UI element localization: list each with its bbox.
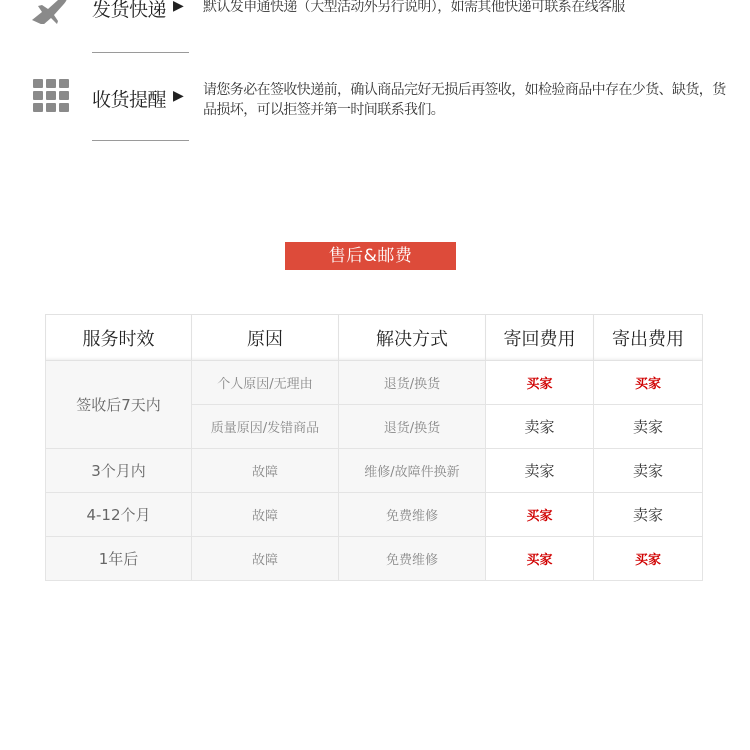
header-send-fee: 寄出费用 [594,315,703,361]
cell-reason: 故障 [192,537,339,581]
cell-return-fee: 买家 [486,493,594,537]
table-row [46,449,703,493]
cell-time: 签收后7天内 [46,361,192,449]
header-reason: 原因 [192,315,339,361]
table-header-row [46,315,703,361]
shipping-label: 发货快递 [92,0,167,21]
cell-reason: 个人原因/无理由 [192,361,339,405]
cell-return-fee: 卖家 [486,405,594,449]
table-row [46,361,703,405]
airplane-icon [30,0,70,24]
receiving-text: 请您务必在签收快递前，确认商品完好无损后再签收，如检验商品中存在少货、缺货，货品损坏，可以拒签并第一时间联系我们。 [203,82,726,118]
after-sales-badge: 售后&邮费 [285,242,456,270]
shipping-divider [92,52,189,53]
cell-solution: 维修/故障件换新 [339,449,486,493]
receiving-label: 收货提醒 [92,89,167,111]
header-service-time: 服务时效 [46,315,192,361]
cell-return-fee: 买家 [486,537,594,581]
cell-reason: 故障 [192,449,339,493]
cell-solution: 退货/换货 [339,361,486,405]
grid-icon [32,78,72,114]
cell-reason: 故障 [192,493,339,537]
table-row [46,493,703,537]
cell-solution: 免费维修 [339,493,486,537]
cell-return-fee: 买家 [486,361,594,405]
cell-solution: 退货/换货 [339,405,486,449]
cell-send-fee: 卖家 [594,493,703,537]
cell-send-fee: 卖家 [594,449,703,493]
receiving-divider [92,140,189,141]
cell-time: 4-12个月 [46,493,192,537]
header-return-fee: 寄回费用 [486,315,594,361]
cell-solution: 免费维修 [339,537,486,581]
shipping-text: 默认发申通快递（大型活动外另行说明），如需其他快递可联系在线客服 [203,0,625,15]
cell-reason: 质量原因/发错商品 [192,405,339,449]
cell-return-fee: 卖家 [486,449,594,493]
header-solution: 解决方式 [339,315,486,361]
after-sales-table [45,314,703,581]
cell-send-fee: 买家 [594,361,703,405]
shipping-arrow: ▶ [173,0,184,14]
cell-send-fee: 卖家 [594,405,703,449]
table-row [46,537,703,581]
receiving-arrow: ▶ [173,88,184,104]
cell-send-fee: 买家 [594,537,703,581]
cell-time: 3个月内 [46,449,192,493]
cell-time: 1年后 [46,537,192,581]
